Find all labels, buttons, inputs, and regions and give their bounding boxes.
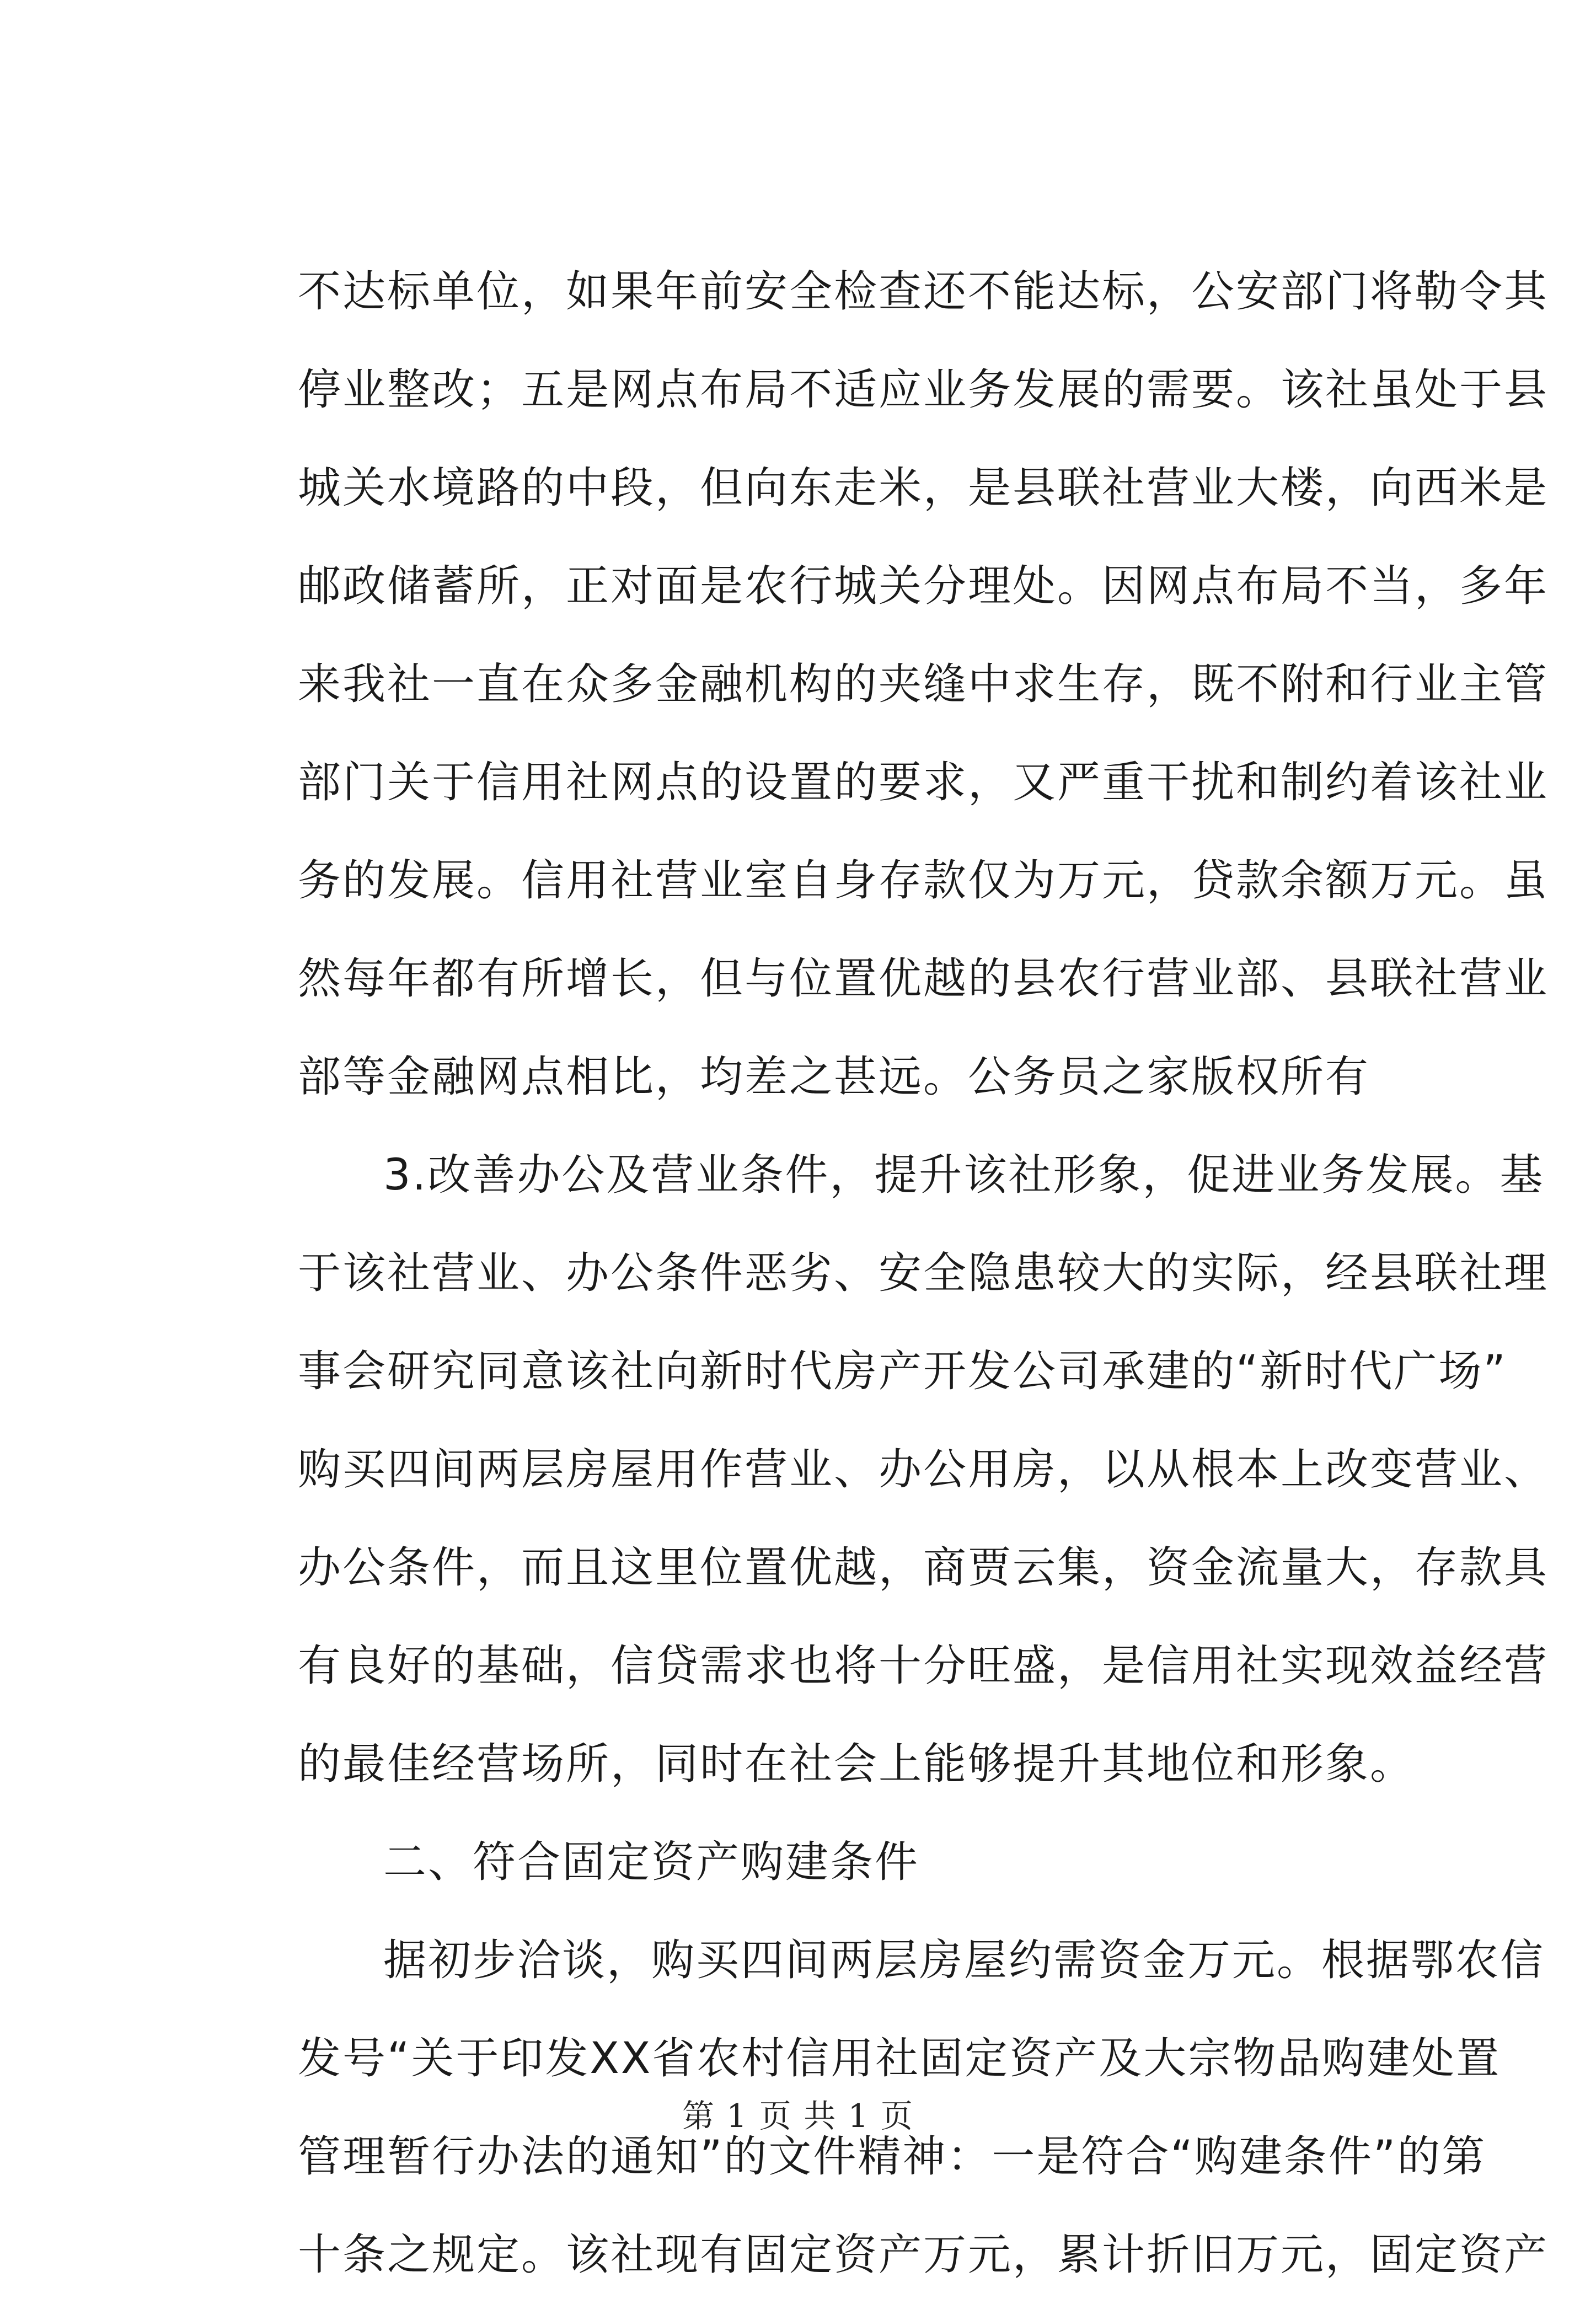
text-line: 管理暂行办法的通知”的文件精神：一是符合“购建条件”的第 xyxy=(298,2132,1487,2182)
text-line: 办公条件，而且这里位置优越，商贾云集，资金流量大，存款具 xyxy=(298,1543,1549,1593)
text-line: 购买四间两层房屋用作营业、办公用房，以从根本上改变营业、 xyxy=(298,1445,1549,1494)
text-line: 的最佳经营场所，同时在社会上能够提升其地位和形象。 xyxy=(298,1739,1415,1789)
text-line: 部门关于信用社网点的设置的要求，又严重干扰和制约着该社业 xyxy=(298,758,1549,807)
section-heading: 二、符合固定资产购建条件 xyxy=(383,1837,920,1887)
text-line: 务的发展。信用社营业室自身存款仅为万元，贷款余额万元。虽 xyxy=(298,856,1549,905)
text-line: 发号“关于印发XX省农村信用社固定资产及大宗物品购建处置 xyxy=(298,2034,1501,2083)
text-line: 邮政储蓄所，正对面是农行城关分理处。因网点布局不当，多年 xyxy=(298,561,1549,611)
text-line: 于该社营业、办公条件恶劣、安全隐患较大的实际，经县联社理 xyxy=(298,1249,1549,1298)
document-body xyxy=(298,243,1549,2304)
paragraph-start-line: 据初步洽谈，购买四间两层房屋约需资金万元。根据鄂农信 xyxy=(383,1936,1545,1985)
text-line: 然每年都有所增长，但与位置优越的县农行营业部、县联社营业 xyxy=(298,954,1549,1004)
page-number-label: 第 1 页 共 1 页 xyxy=(682,2097,914,2135)
text-line: 停业整改；五是网点布局不适应业务发展的需要。该社虽处于县 xyxy=(298,365,1549,415)
text-line: 城关水境路的中段，但向东走米，是县联社营业大楼，向西米是 xyxy=(298,463,1549,513)
page-footer xyxy=(0,2090,1596,2136)
text-line: 十条之规定。该社现有固定资产万元，累计折旧万元，固定资产 xyxy=(298,2230,1549,2280)
paragraph-start-line: 3.改善办公及营业条件，提升该社形象，促进业务发展。基 xyxy=(383,1150,1545,1200)
text-line: 部等金融网点相比，均差之甚远。公务员之家版权所有 xyxy=(298,1052,1370,1102)
text-line: 不达标单位，如果年前安全检查还不能达标，公安部门将勒令其 xyxy=(298,267,1549,317)
text-line: 事会研究同意该社向新时代房产开发公司承建的“新时代广场” xyxy=(298,1347,1507,1396)
text-line: 来我社一直在众多金融机构的夹缝中求生存，既不附和行业主管 xyxy=(298,660,1549,709)
text-line: 有良好的基础，信贷需求也将十分旺盛，是信用社实现效益经营 xyxy=(298,1641,1549,1691)
